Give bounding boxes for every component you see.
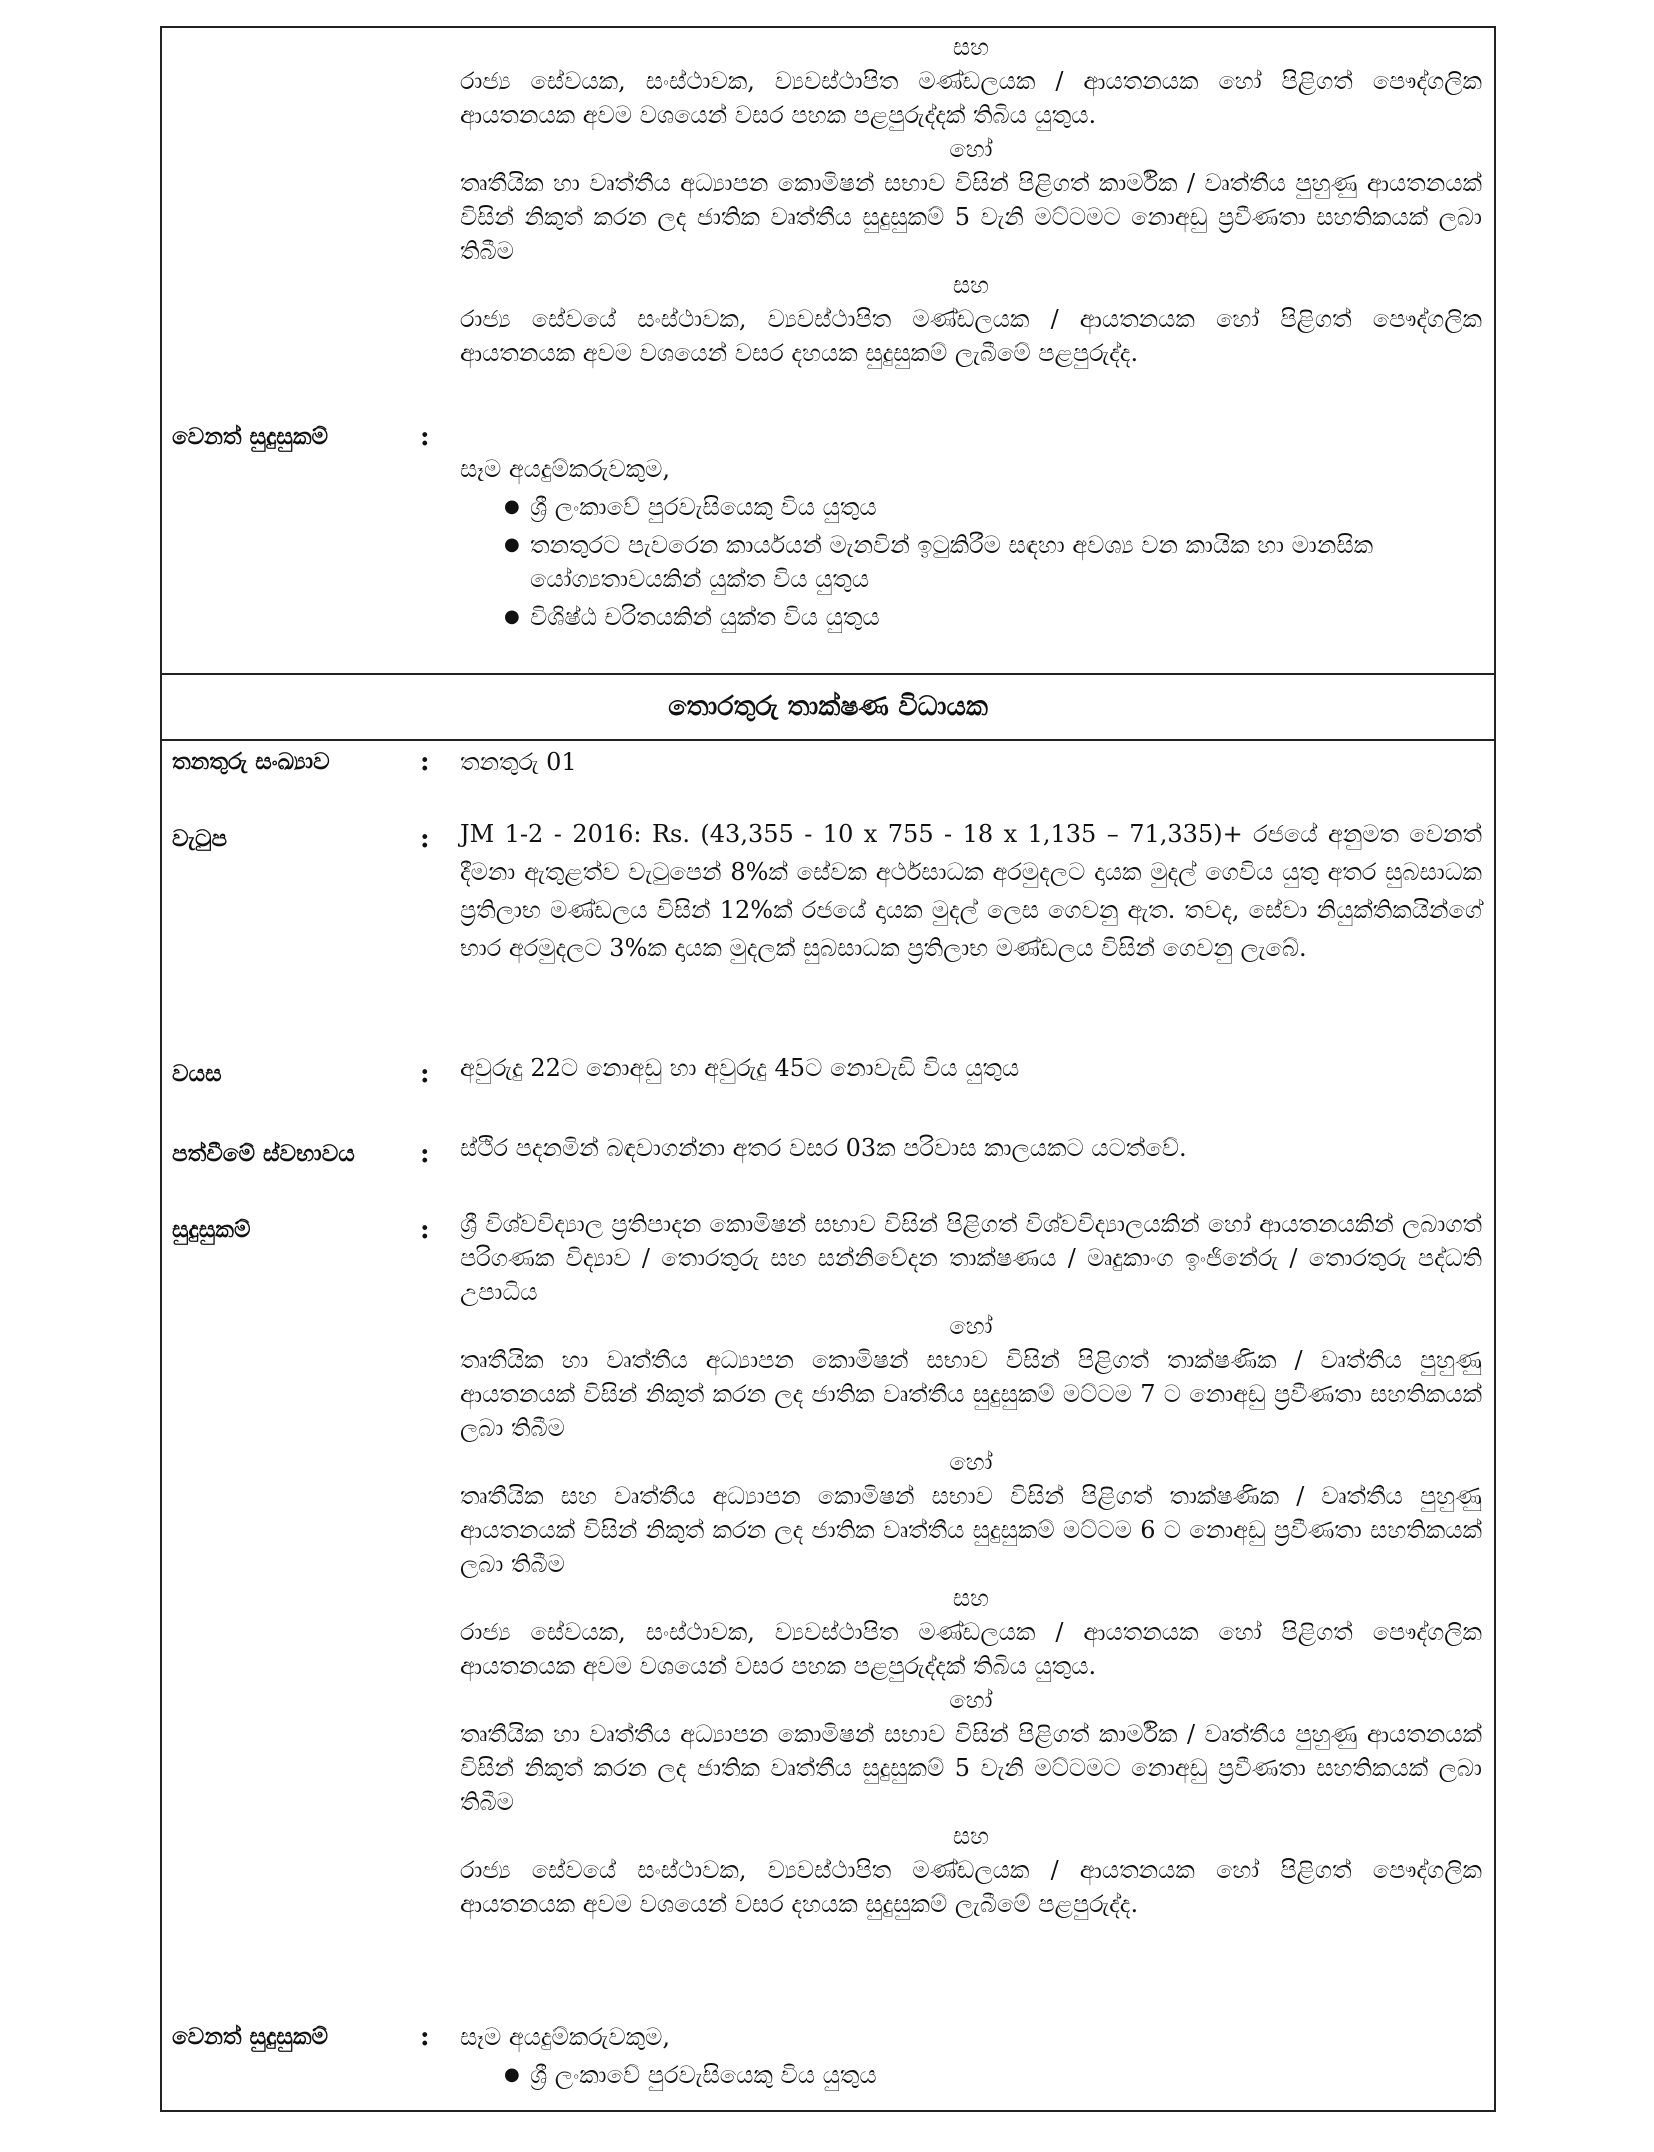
colon: : (420, 824, 430, 854)
separator-and: සහ (952, 33, 990, 61)
section-title: තොරතුරු තාක්ෂණ විධායක (162, 675, 1494, 741)
separator-or: හෝ (949, 135, 993, 163)
qualification-paragraph: රාජ්‍ය සේවයක, සංස්ථාවක, ව්‍යවස්ථාපිත මණ්ඩලයක / ආයතනයක හෝ පිළිගත් පෞද්ගලික ආයතනයක අවම වශයෙන් වසර පහක පළපුරුද්දක් තිබිය යුතුය. (460, 67, 1482, 129)
colon: : (420, 747, 430, 777)
other-qualifications-intro: සෑම අයදුම්කරුවකුම, (460, 2023, 670, 2051)
qualifications-content (460, 1207, 1482, 1921)
separator-and: සහ (952, 271, 990, 299)
qualification-paragraph: රාජ්‍ය සේවයේ සංස්ථාවක, ව්‍යවස්ථාපිත මණ්ඩලයක / ආයතනයක හෝ පිළිගත් පෞද්ගලික ආයතනයක අවම වශයෙන් වසර දහයක සුදුසුකම් ලැබීමේ පළපුරුද්ද. (460, 1856, 1482, 1918)
salary-label: වැටුප (172, 825, 228, 852)
colon: : (420, 2022, 430, 2052)
separator-or: හෝ (949, 1686, 993, 1714)
list-item: ● විශිෂ්ඨ චරිතයකින් යුක්ත විය යුතුය (504, 600, 1482, 634)
nature-of-appointment-label: පත්වීමේ ස්වභාවය (172, 1140, 355, 1167)
colon: : (420, 422, 430, 452)
other-qualifications-label: වෙනත් සුදුසුකම් (172, 423, 329, 450)
document-table (160, 26, 1496, 2112)
separator-or: හෝ (949, 1448, 993, 1476)
other-qualifications-label: වෙනත් සුදුසුකම් (172, 2023, 329, 2050)
colon: : (420, 1215, 430, 1245)
separator-or: හෝ (949, 1312, 993, 1340)
qualification-paragraph: ශ්‍රී විශ්වවිද්‍යාල ප්‍රතිපාදන කොමිෂන් සභාව විසින් පිළිගත් විශ්වවිද්‍යාලයකින් හෝ ආයතනයකින් ලබාගත් පරිගණක විද්‍යාව / තොරතුරු සහ සන්නිවේදන තාක්ෂණය / මෘදුකාංග ඉංජිනේරු / තොරතුරු පද්ධති උපාධිය (460, 1210, 1482, 1306)
separator-and: සහ (952, 1584, 990, 1612)
other-qualifications-intro: සෑම අයදුම්කරුවකුම, (460, 455, 670, 483)
previous-post-section (162, 28, 1494, 675)
salary-value: JM 1-2 - 2016: Rs. (43,355 - 10 x 755 - 18 x 1,135 – 71,335)+ රජයේ අනුමත වෙනත් දීමනා ඇතුළත්ව වැටුපෙන් 8%ක් සේවක අර්ථසාධක අරමුදලට දායක මුදල් ගෙවිය යුතු අතර සුබසාධක ප්‍රතිලාභ මණ්ඩලය විසින් 12%ක් රජයේ දායක මුදල් ලෙස ගෙවනු ඇත. තවද, සේවා නියුක්තිකයින්ගේ භාර අරමුදලට 3%ක දායක මුදලක් සුබසාධක ප්‍රතිලාභ මණ්ඩලය විසින් ගෙවනු ලැබේ. (460, 820, 1482, 962)
qualification-paragraph: තෘතීයික හා වෘත්තීය අධ්‍යාපන කොමිෂන් සභාව විසින් පිළිගත් තාක්ෂණික / වෘත්තීය පුහුණු ආයතනයක් විසින් නිකුත් කරන ලද ජාතික වෘත්තීය සුදුසුකම් මට්ටම 7 ට නොඅඩු ප්‍රවීණතා සහතිකයක් ලබා තිබීම (460, 1346, 1482, 1442)
qualification-paragraph: තෘතීයික හා වෘත්තීය අධ්‍යාපන කොමිෂන් සභාව විසින් පිළිගත් කාර්මික / වෘත්තීය පුහුණු ආයතනයක් විසින් නිකුත් කරන ලද ජාතික වෘත්තීය සුදුසුකම් 5 වැනි මට්ටමට නොඅඩු ප්‍රවීණතා සහතිකයක් ලබා තිබීම (460, 169, 1482, 265)
colon: : (420, 1139, 430, 1169)
qualifications-label: සුදුසුකම් (172, 1216, 251, 1243)
age-value: අවුරුදු 22ට නොඅඩු හා අවුරුදු 45ට නොවැඩි විය යුතුය (460, 1054, 1020, 1082)
number-of-posts-label: තනතුරු සංඛ්‍යාව (172, 748, 330, 775)
other-qualifications-list (504, 2058, 1482, 2092)
other-qualifications-content (460, 2020, 1482, 2096)
qualification-paragraph: රාජ්‍ය සේවයක, සංස්ථාවක, ව්‍යවස්ථාපිත මණ්ඩලයක / ආයතනයක හෝ පිළිගත් පෞද්ගලික ආයතනයක අවම වශයෙන් වසර පහක පළපුරුද්දක් තිබිය යුතුය. (460, 1618, 1482, 1680)
other-qualifications-list (504, 490, 1482, 634)
separator-and: සහ (952, 1822, 990, 1850)
other-qualifications-content (460, 452, 1482, 638)
post-details-section (162, 741, 1494, 2110)
nature-of-appointment-value: ස්ථිර පදනමින් බඳවාගන්නා අතර වසර 03ක පරිවාස කාලයකට යටත්වේ. (460, 1134, 1187, 1162)
colon: : (420, 1059, 430, 1089)
qualification-paragraph: තෘතීයික සහ වෘත්තීය අධ්‍යාපන කොමිෂන් සභාව විසින් පිළිගත් තාක්ෂණික / වෘත්තීය පුහුණු ආයතනයක් විසින් නිකුත් කරන ලද ජාතික වෘත්තීය සුදුසුකම් මට්ටම 6 ට නොඅඩු ප්‍රවීණතා සහතිකයක් ලබා තිබීම (460, 1482, 1482, 1578)
age-label: වයස (172, 1060, 222, 1087)
qualification-paragraph: රාජ්‍ය සේවයේ සංස්ථාවක, ව්‍යවස්ථාපිත මණ්ඩලයක / ආයතනයක හෝ පිළිගත් පෞද්ගලික ආයතනයක අවම වශයෙන් වසර දහයක සුදුසුකම් ලැබීමේ පළපුරුද්ද. (460, 305, 1482, 367)
qualification-paragraph: තෘතීයික හා වෘත්තීය අධ්‍යාපන කොමිෂන් සභාව විසින් පිළිගත් කාර්මික / වෘත්තීය පුහුණු ආයතනයක් විසින් නිකුත් කරන ලද ජාතික වෘත්තීය සුදුසුකම් 5 වැනි මට්ටමට නොඅඩු ප්‍රවීණතා සහතිකයක් ලබා තිබීම (460, 1720, 1482, 1816)
list-item: ● ශ්‍රී ලංකාවේ පුරවැසියෙකු විය යුතුය (504, 2058, 1482, 2092)
number-of-posts-value: තනතුරු 01 (460, 748, 577, 776)
qualifications-continuation (460, 30, 1482, 370)
list-item: ● ශ්‍රී ලංකාවේ පුරවැසියෙකු විය යුතුය (504, 490, 1482, 524)
list-item: ● තනතුරට පැවරෙන කාර්යයන් මැනවින් ඉටුකිරීම සඳහා අවශ්‍ය වන කායික හා මානසික යෝග්‍යතාවයකින් යුක්ත විය යුතුය (504, 528, 1482, 596)
